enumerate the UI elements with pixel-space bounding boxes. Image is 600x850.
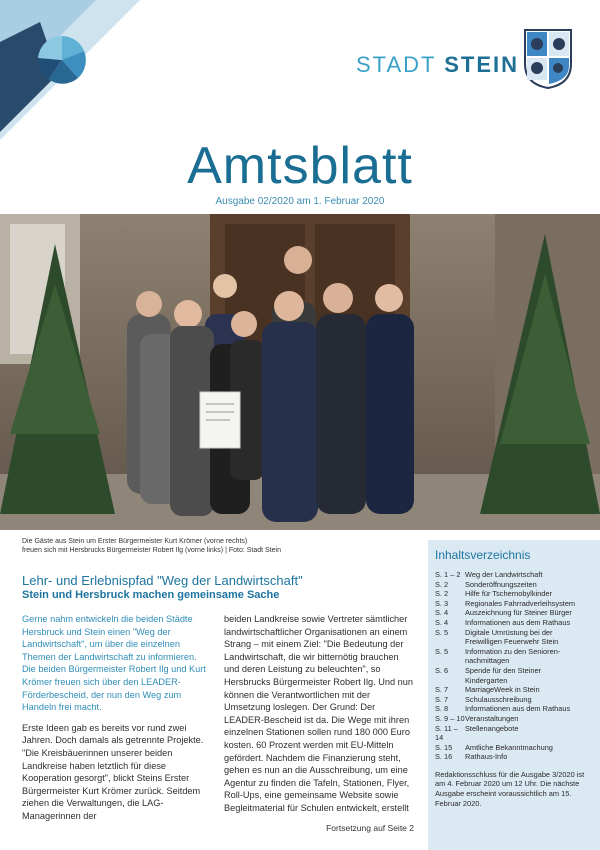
toc-item-title: Informationen aus dem Rathaus [465,617,571,627]
toc-item[interactable] [435,714,593,724]
toc-page [435,637,465,647]
article-subhead: Stein und Hersbruck machen gemeinsame Sache [22,589,280,601]
article-paragraph: beiden Landkreise sowie Vertreter sämtlicher landwirtschaftlicher Organisationen an einem Strang – mit einem Ziel: "Die Bedeutung der Landwirtschaft, die wir bitternötig brauchen und deren Leistung zu beleuchten", so Hersbrucks Bürgermeister Robert Ilg. Und nun können die Verantwortlichen mit der Umsetzung loslegen. Der Grund: Der LEADER-Bescheid ist da. Die Wege mit ihren einzelnen Stationen sollen rund 180 000 Euro kosten. 60 Prozent werden mit EU-Mitteln gefördert. Nachdem die Finanzierung steht, gehen es nun an die Ausschreibung, um eine Agentur zu finden die Tafeln, Stationen, Flyer, Roll-Ups, eine gemeinsame Website sowie Begleitmaterial für Schulen entwickelt, erstellt [224,614,413,813]
toc-item[interactable] [435,743,593,753]
toc-item[interactable] [435,676,593,686]
toc-page: S. 5 [435,627,449,637]
brand-bold: STEIN [444,52,520,77]
group-photo [0,214,600,530]
article-column-1 [22,613,212,831]
toc-item-title: Auszeichnung für Steiner Bürger [465,608,572,618]
photo-caption [22,537,412,555]
continued-link[interactable]: Fortsetzung auf Seite 2 [326,823,414,833]
toc-page: S. 15 [435,742,453,752]
toc-page: S. 3 [435,598,449,608]
toc-page: S. 11 – 14 [435,723,458,743]
toc-page: S. 2 [435,589,449,599]
toc-item-title: Digitale Umrüstung bei der [465,627,553,637]
toc-item[interactable] [435,752,593,762]
toc-page: S. 4 [435,617,449,627]
toc-page: S. 9 – 10 [435,713,465,723]
toc-item[interactable] [435,647,593,657]
toc-item[interactable] [435,666,593,676]
article-lead: Gerne nahm entwickeln die beiden Städte Hersbruck und Stein einen "Weg der Landwirtschaft", um über die einzelnen Themen der Landwirtschaft zu informieren. Die beiden Bürgermeister Robert Ilg und Kurt Krömer freuen sich über den LEADER-Förderbescheid, der nun den Weg zum Handeln frei macht. [22,614,206,713]
toc-item[interactable] [435,618,593,628]
toc-page: S. 7 [435,685,449,695]
article-headline: Lehr- und Erlebnispfad "Weg der Landwirtschaft" [22,573,303,588]
toc-item[interactable] [435,628,593,638]
toc-item[interactable] [435,589,593,599]
toc-item-title: MarriageWeek in Stein [465,685,540,695]
toc-item[interactable] [435,656,593,666]
toc-item-title: Schulausschreibung [465,694,532,704]
crest-icon [523,28,573,90]
toc-item-title: Weg der Landwirtschaft [465,570,543,579]
toc-item-title: Freiwilligen Feuerwehr Stein [465,637,559,647]
brand-wordmark [356,52,519,78]
table-of-contents [428,540,600,850]
toc-page: S. 8 [435,704,449,714]
toc-page: S. 4 [435,608,449,618]
toc-page: S. 16 [435,752,453,762]
toc-page: S. 2 [435,579,449,589]
caption-line-1: Die Gäste aus Stein um Erster Bürgermeister Kurt Krömer (vorne rechts) [22,538,248,545]
toc-item-title: Stellenangebote [465,723,519,733]
toc-list [435,570,593,762]
caption-line-2: freuen sich mit Hersbrucks Bürgermeister Robert Ilg (vorne links) | Foto: Stadt Stein [22,547,281,554]
toc-item-title: Sonderöffnungszeiten [465,579,537,589]
toc-item-title: Amtliche Bekanntmachung [465,742,553,752]
toc-item-title: Hilfe für Tschernobylkinder [465,589,552,599]
toc-page: S. 7 [435,694,449,704]
toc-item-title: Informationen aus dem Rathaus [465,704,571,714]
toc-page: S. 5 [435,646,449,656]
article-paragraph: Erste Ideen gab es bereits vor rund zwei Jahren. Doch damals als getrennte Projekte. "Die Kreisbäuerinnen unserer beiden Landkreise haben letztlich für diese Kooperation gesorgt", blickt Steins Erster Bürgermeister Kurt Krömer zurück. Seitdem ziehen die Verwaltungen, die LAG-Managerinnen der [22,722,204,821]
toc-item-title: Kindergarten [465,675,508,685]
toc-page [435,656,465,666]
editorial-deadline: Redaktionsschluss für die Ausgabe 3/2020 ist am 4. Februar 2020 um 12 Uhr. Die nächste Ausgabe erscheint voraussichtlich am 15. Februar 2020. [435,769,585,808]
issue-date: Ausgabe 02/2020 am 1. Februar 2020 [215,196,385,207]
toc-item-title: Information zu den Senioren- [465,646,561,656]
toc-item[interactable] [435,608,593,618]
toc-page: S. 6 [435,665,449,675]
toc-item-title: Veranstaltungen [465,713,519,723]
toc-item-title: Regionales Fahrradverleihsystem [465,598,576,608]
brand-light: STADT [356,52,437,77]
page-title: Amtsblatt [187,137,413,195]
toc-item[interactable] [435,637,593,647]
corner-logo-icon [0,0,140,140]
article-column-2 [224,613,414,823]
toc-page: S. 1 – 2 [435,570,461,579]
toc-item[interactable] [435,724,593,743]
toc-item[interactable] [435,570,593,580]
toc-item[interactable] [435,599,593,609]
toc-item[interactable] [435,685,593,695]
toc-page [435,676,465,686]
toc-item-title: Spende für den Steiner [465,665,542,675]
toc-title: Inhaltsverzeichnis [435,548,531,562]
toc-item[interactable] [435,580,593,590]
toc-item[interactable] [435,695,593,705]
toc-item-title: nachmittagen [465,656,510,666]
toc-item-title: Rathaus-Info [465,752,508,762]
toc-item[interactable] [435,704,593,714]
